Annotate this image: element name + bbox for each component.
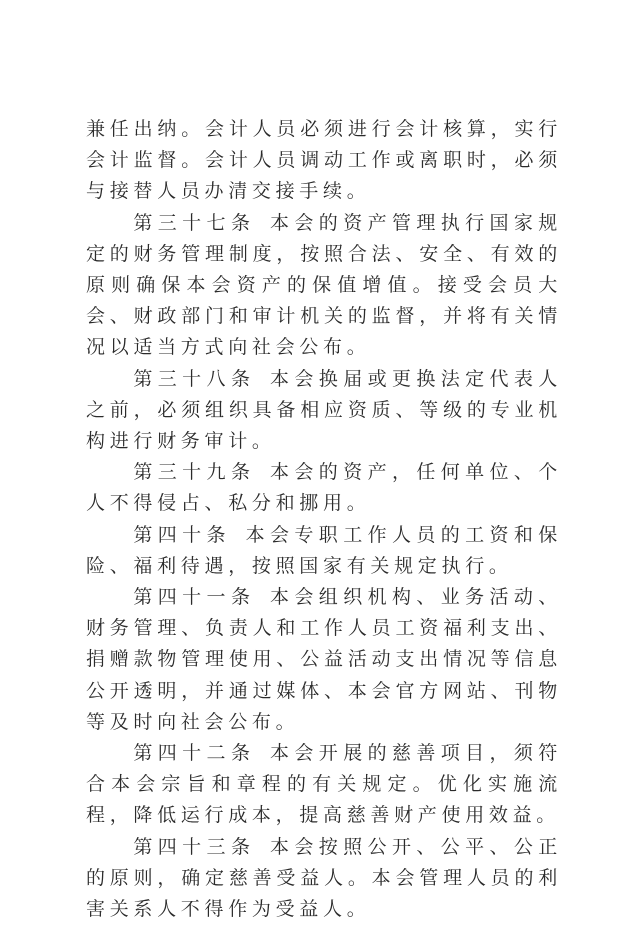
article-number: 第三十八条 xyxy=(133,367,256,390)
paragraph-text: 兼任出纳。会计人员必须进行会计核算，实行会计监督。会计人员调动工作或离职时，必须与接替人员办清交接手续。 xyxy=(86,118,562,203)
article-number: 第四十二条 xyxy=(133,742,256,765)
article-text: 本会组织机构、业务活动、财务管理、负责人和工作人员工资福利支出、捐赠款物管理使用、公益活动支出情况等信息公开透明，并通过媒体、本会官方网站、刊物等及时向社会公布。 xyxy=(86,586,562,733)
article-number: 第四十三条 xyxy=(133,835,256,858)
article-40 xyxy=(86,520,562,582)
article-43 xyxy=(86,832,562,925)
article-text: 本会换届或更换法定代表人之前，必须组织具备相应资质、等级的专业机构进行财务审计。 xyxy=(86,367,562,453)
article-41 xyxy=(86,582,562,738)
article-number: 第三十九条 xyxy=(133,461,256,484)
article-number: 第四十一条 xyxy=(133,586,256,609)
article-42 xyxy=(86,738,562,832)
article-37 xyxy=(86,208,562,364)
article-number: 第四十条 xyxy=(133,523,231,546)
article-text: 本会按照公开、公平、公正的原则，确定慈善受益人。本会管理人员的利害关系人不得作为受益人。 xyxy=(86,835,562,921)
article-text: 本会开展的慈善项目，须符合本会宗旨和章程的有关规定。优化实施流程，降低运行成本，提高慈善财产使用效益。 xyxy=(86,742,562,827)
article-number: 第三十七条 xyxy=(133,211,256,234)
article-39 xyxy=(86,457,562,519)
document-page xyxy=(86,114,562,925)
article-38 xyxy=(86,364,562,458)
paragraph-continuation xyxy=(86,114,562,208)
article-text: 本会的资产管理执行国家规定的财务管理制度，按照合法、安全、有效的原则确保本会资产的保值增值。接受会员大会、财政部门和审计机关的监督，并将有关情况以适当方式向社会公布。 xyxy=(86,211,562,359)
article-text: 本会专职工作人员的工资和保险、福利待遇，按照国家有关规定执行。 xyxy=(86,523,562,577)
article-text: 本会的资产，任何单位、个人不得侵占、私分和挪用。 xyxy=(86,461,562,515)
